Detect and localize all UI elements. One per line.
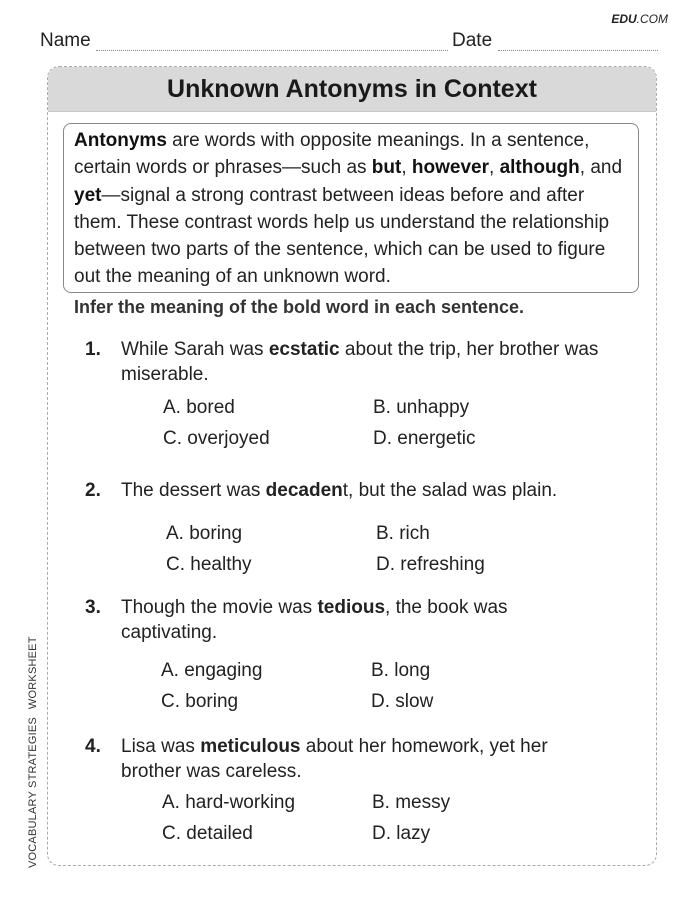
option-c[interactable]: C. boring — [161, 691, 239, 712]
option-d[interactable]: D. slow — [371, 691, 434, 712]
question-text-after: about her homework, yet her brother was careless. — [121, 736, 548, 782]
question-number: 2. — [85, 480, 101, 501]
option-b[interactable]: B. rich — [376, 523, 430, 544]
question-text — [121, 734, 591, 784]
question-text-after: t, but the salad was plain. — [342, 480, 558, 501]
option-c[interactable]: C. detailed — [162, 823, 253, 844]
question-bold-word: ecstatic — [268, 339, 340, 360]
question-text-before: Though the movie was — [121, 597, 318, 618]
intro-box — [63, 123, 639, 293]
question-text-before: The dessert was — [121, 480, 266, 501]
option-b[interactable]: B. unhappy — [373, 397, 470, 418]
intro-term-although: although — [499, 157, 580, 179]
question-3 — [85, 595, 645, 645]
question-number: 3. — [85, 597, 101, 618]
question-bold-word: meticulous — [200, 736, 301, 757]
question-bold-word: tedious — [317, 597, 386, 618]
question-4 — [85, 734, 645, 784]
question-text — [121, 595, 561, 645]
option-d[interactable]: D. energetic — [373, 428, 476, 449]
intro-text: , — [401, 157, 412, 179]
intro-text: are words with opposite meanings. In a sentence, certain words or phrases—such as — [74, 130, 590, 179]
option-a[interactable]: A. boring — [166, 523, 243, 544]
name-label: Name — [40, 30, 91, 51]
question-bold-word: decaden — [265, 480, 343, 501]
option-c[interactable]: C. healthy — [166, 554, 252, 575]
question-1 — [85, 337, 645, 387]
side-label-part1: VOCABULARY STRATEGIES — [27, 717, 39, 868]
intro-term-yet: yet — [74, 184, 102, 206]
date-line[interactable] — [498, 50, 658, 51]
question-text-after: about the trip, her brother was miserable. — [121, 339, 599, 385]
option-d[interactable]: D. refreshing — [376, 554, 485, 575]
question-2 — [85, 478, 645, 503]
intro-text: , — [489, 157, 500, 179]
date-label: Date — [452, 30, 493, 51]
header-fields — [40, 30, 658, 52]
name-line[interactable] — [96, 50, 448, 51]
intro-term-antonyms: Antonyms — [74, 130, 167, 151]
option-a[interactable]: A. hard-working — [162, 792, 296, 813]
question-text — [121, 337, 645, 387]
brand-com: .COM — [636, 12, 668, 26]
intro-text: , and — [579, 157, 623, 179]
worksheet-card — [47, 66, 657, 866]
question-text — [121, 478, 645, 503]
side-label — [27, 636, 39, 868]
worksheet-title: Unknown Antonyms in Context — [48, 67, 656, 112]
question-number: 4. — [85, 736, 101, 757]
instruction: Infer the meaning of the bold word in each sentence. — [74, 297, 525, 317]
brand-edu: EDU — [611, 12, 637, 26]
option-d[interactable]: D. lazy — [372, 823, 431, 844]
option-a[interactable]: A. bored — [163, 397, 235, 418]
question-text-before: While Sarah was — [121, 339, 269, 360]
question-text-before: Lisa was — [121, 736, 201, 757]
question-number: 1. — [85, 339, 101, 360]
option-b[interactable]: B. long — [371, 660, 431, 681]
side-label-part2: WORKSHEET — [27, 636, 39, 710]
option-c[interactable]: C. overjoyed — [163, 428, 270, 449]
option-a[interactable]: A. engaging — [161, 660, 263, 681]
intro-term-however: however — [411, 157, 489, 179]
question-text-after: , the book was captivating. — [121, 597, 508, 643]
option-b[interactable]: B. messy — [372, 792, 451, 813]
intro-text: —signal a strong contrast between ideas before and after them. These contrast words help us understand the relationship between two parts of the sentence, which can be used to figure out the meaning of an unknown word. — [74, 184, 610, 288]
brand-logo — [611, 12, 668, 26]
intro-term-but: but — [371, 157, 402, 179]
